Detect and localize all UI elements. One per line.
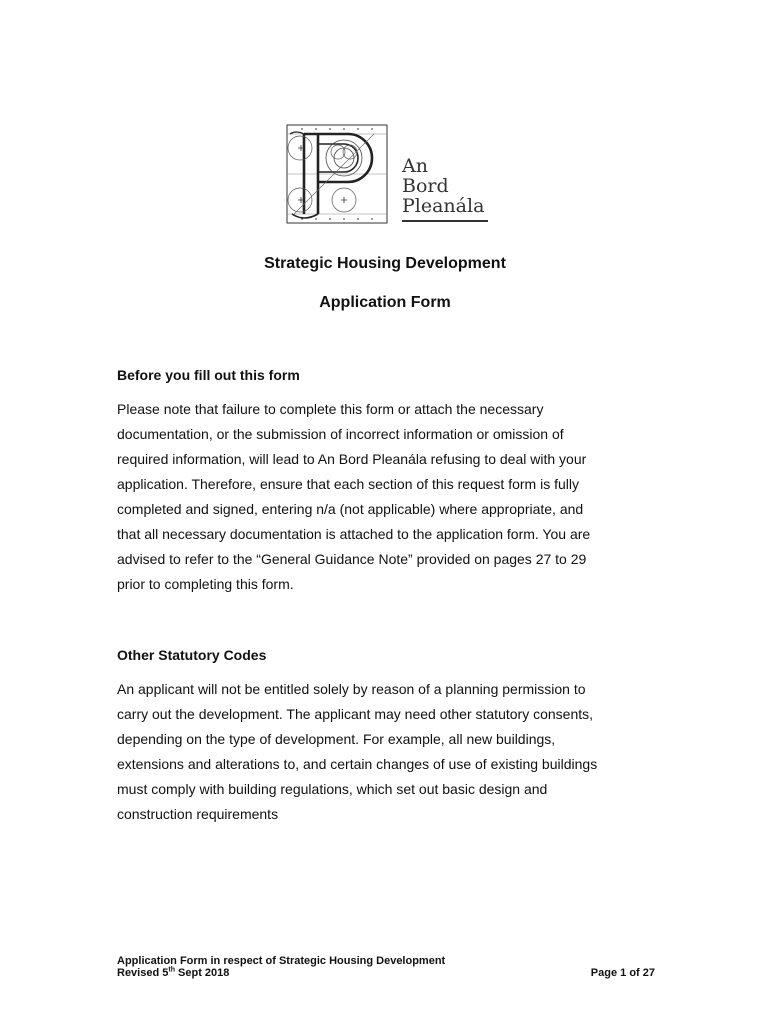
- logo-underline: [402, 220, 488, 222]
- footer-page-number: Page 1 of 27: [590, 967, 655, 979]
- page-footer: [117, 955, 655, 979]
- paragraph-line: application. Therefore, ensure that each section of this request form is fully: [117, 476, 579, 492]
- paragraph-line: An applicant will not be entitled solely by reason of a planning permission to: [117, 681, 586, 697]
- footer-revised-ordinal: th: [168, 966, 175, 974]
- document-title: Strategic Housing Development: [264, 255, 506, 272]
- footer-revision-date: [117, 967, 655, 979]
- footer-revised-suffix: Sept 2018: [174, 967, 230, 979]
- logo-line-bord: Bord: [402, 175, 449, 197]
- document-subtitle: Application Form: [319, 294, 451, 311]
- paragraph-line: that all necessary documentation is attached to the application form. You are: [117, 526, 591, 542]
- an-bord-pleanala-logo: [284, 122, 494, 228]
- paragraph-line: extensions and alterations to, and certain changes of use of existing buildings: [117, 756, 598, 772]
- paragraph-line: must comply with building regulations, which set out basic design and: [117, 781, 548, 797]
- paragraph-line: documentation, or the submission of incorrect information or omission of: [117, 426, 564, 442]
- paragraph-line: carry out the development. The applicant may need other statutory consents,: [117, 706, 594, 722]
- logo-line-pleanala: Pleanála: [402, 195, 485, 217]
- paragraph-line: Please note that failure to complete this form or attach the necessary: [117, 401, 544, 417]
- footer-document-name: Application Form in respect of Strategic Housing Development: [117, 955, 446, 967]
- section-paragraph-before-you-fill: [117, 397, 590, 597]
- paragraph-line: required information, will lead to An Bord Pleanála refusing to deal with your: [117, 451, 587, 467]
- paragraph-line: depending on the type of development. For example, all new buildings,: [117, 731, 556, 747]
- paragraph-line: advised to refer to the “General Guidance Note” provided on pages 27 to 29: [117, 551, 587, 567]
- logo-wordmark: [402, 156, 484, 216]
- paragraph-line: prior to completing this form.: [117, 576, 294, 592]
- section-paragraph-other-statutory-codes: [117, 677, 597, 827]
- logo-line-an: An: [402, 155, 428, 177]
- section-heading-other-statutory-codes: Other Statutory Codes: [117, 647, 267, 663]
- paragraph-line: completed and signed, entering n/a (not applicable) where appropriate, and: [117, 501, 584, 517]
- section-heading-before-you-fill: Before you fill out this form: [117, 367, 300, 383]
- paragraph-line: construction requirements: [117, 806, 279, 822]
- logo-p-monogram-icon: [284, 122, 396, 228]
- footer-revised-prefix: Revised 5: [117, 967, 169, 979]
